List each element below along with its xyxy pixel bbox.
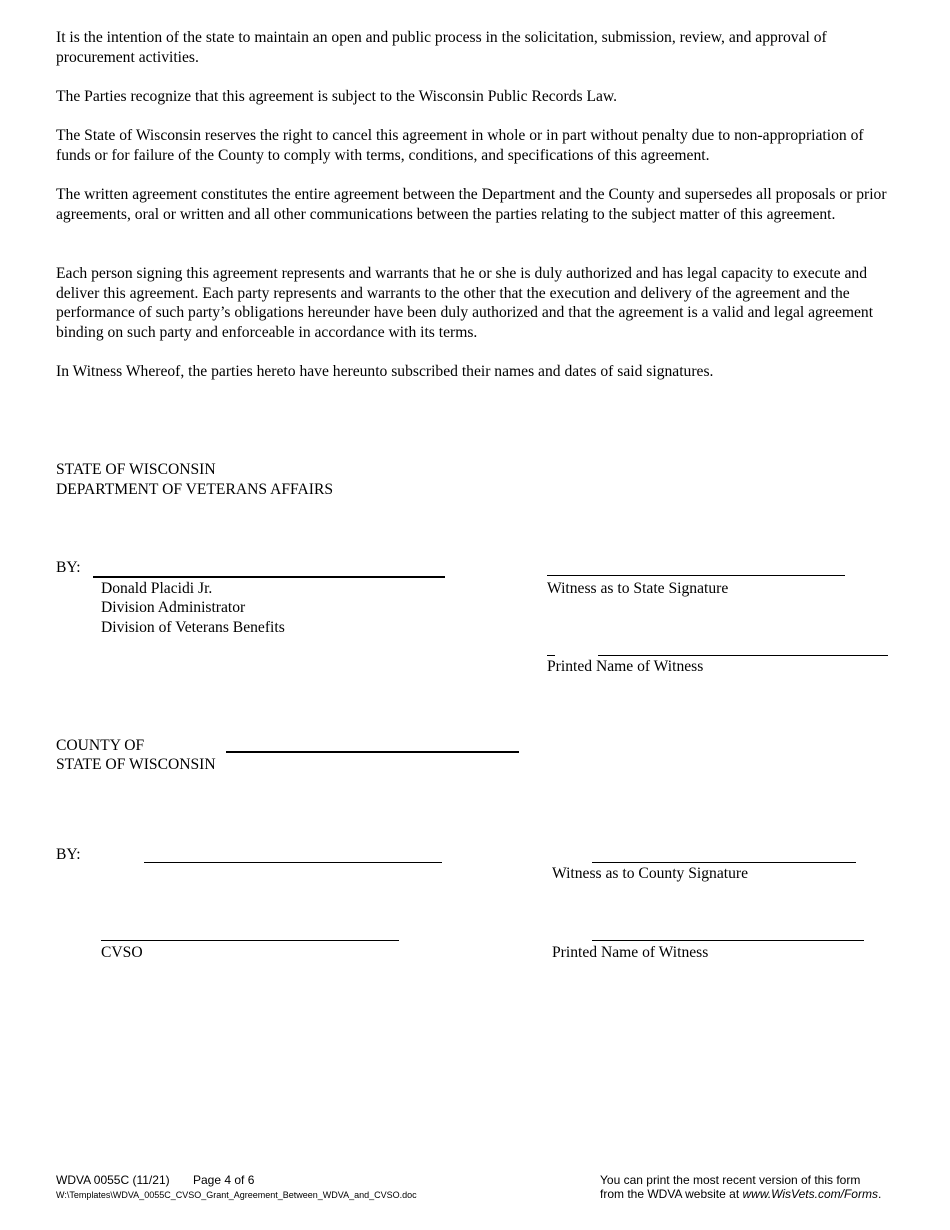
footer-file-path: W:\Templates\WDVA_0055C_CVSO_Grant_Agreement_Between_WDVA_and_CVSO.doc xyxy=(56,1190,417,1200)
department-heading: DEPARTMENT OF VETERANS AFFAIRS xyxy=(56,481,334,498)
state-by-label: BY: xyxy=(56,559,81,576)
county-printed-witness-label: Printed Name of Witness xyxy=(552,944,709,961)
county-name-line[interactable] xyxy=(226,751,519,753)
signer-title: Division Administrator xyxy=(101,599,246,616)
footer-note-line2 xyxy=(600,1187,881,1201)
state-signature-line[interactable] xyxy=(93,576,445,578)
paragraph-cancellation: The State of Wisconsin reserves the right to cancel this agreement in whole or in part without penalty due to non-appropriation of funds or for failure of the County to comply with terms, conditions, and specifications of this agreement. xyxy=(56,127,864,164)
signer-division: Division of Veterans Benefits xyxy=(101,619,285,636)
footer-form-id: WDVA 0055C (11/21) xyxy=(56,1173,170,1187)
paragraph-entire-agreement: The written agreement constitutes the entire agreement between the Department and the County and supersedes all proposals or prior agreements, oral or written and all other communications between the parties relating to the subject matter of this agreement. xyxy=(56,186,887,223)
county-by-label: BY: xyxy=(56,846,81,863)
signer-name: Donald Placidi Jr. xyxy=(101,580,213,597)
state-witness-signature-line[interactable] xyxy=(547,575,845,576)
state-printed-witness-line[interactable] xyxy=(598,655,888,656)
footer-note-suffix: . xyxy=(877,1187,882,1201)
paragraph-witness-whereof: In Witness Whereof, the parties hereto have hereunto subscribed their names and dates of said signatures. xyxy=(56,363,714,380)
paragraph-procurement: It is the intention of the state to maintain an open and public process in the solicitation, submission, review, and approval of procurement activities. xyxy=(56,29,827,66)
county-of-label: COUNTY OF xyxy=(56,737,145,754)
footer-website-link[interactable]: www.WisVets.com/Forms xyxy=(742,1187,878,1201)
county-printed-witness-line[interactable] xyxy=(592,940,864,941)
state-witness-signature-label: Witness as to State Signature xyxy=(547,580,729,597)
county-signature-line[interactable] xyxy=(144,862,442,863)
state-heading: STATE OF WISCONSIN xyxy=(56,461,216,478)
paragraph-public-records: The Parties recognize that this agreement is subject to the Wisconsin Public Records Law. xyxy=(56,88,618,105)
footer-note-prefix: from the WDVA website at xyxy=(600,1187,743,1201)
cvso-label: CVSO xyxy=(101,944,143,961)
county-state-label: STATE OF WISCONSIN xyxy=(56,756,216,773)
footer-page-number: Page 4 of 6 xyxy=(193,1173,255,1187)
county-witness-signature-label: Witness as to County Signature xyxy=(552,865,749,882)
county-witness-signature-line[interactable] xyxy=(592,862,856,863)
state-printed-witness-label: Printed Name of Witness xyxy=(547,658,704,675)
footer-note-line1: You can print the most recent version of this form xyxy=(600,1173,861,1187)
paragraph-authority: Each person signing this agreement represents and warrants that he or she is duly authorized and has legal capacity to execute and deliver this agreement. Each party represents and warrants to the other that the execution and delivery of the agreement and the performance of such party’s obligations hereunder have been duly authorized and that the agreement is a valid and legal agreement binding on such party and enforceable in accordance with its terms. xyxy=(56,265,874,341)
state-printed-witness-line-stub xyxy=(547,655,555,656)
cvso-signature-line[interactable] xyxy=(101,940,399,941)
